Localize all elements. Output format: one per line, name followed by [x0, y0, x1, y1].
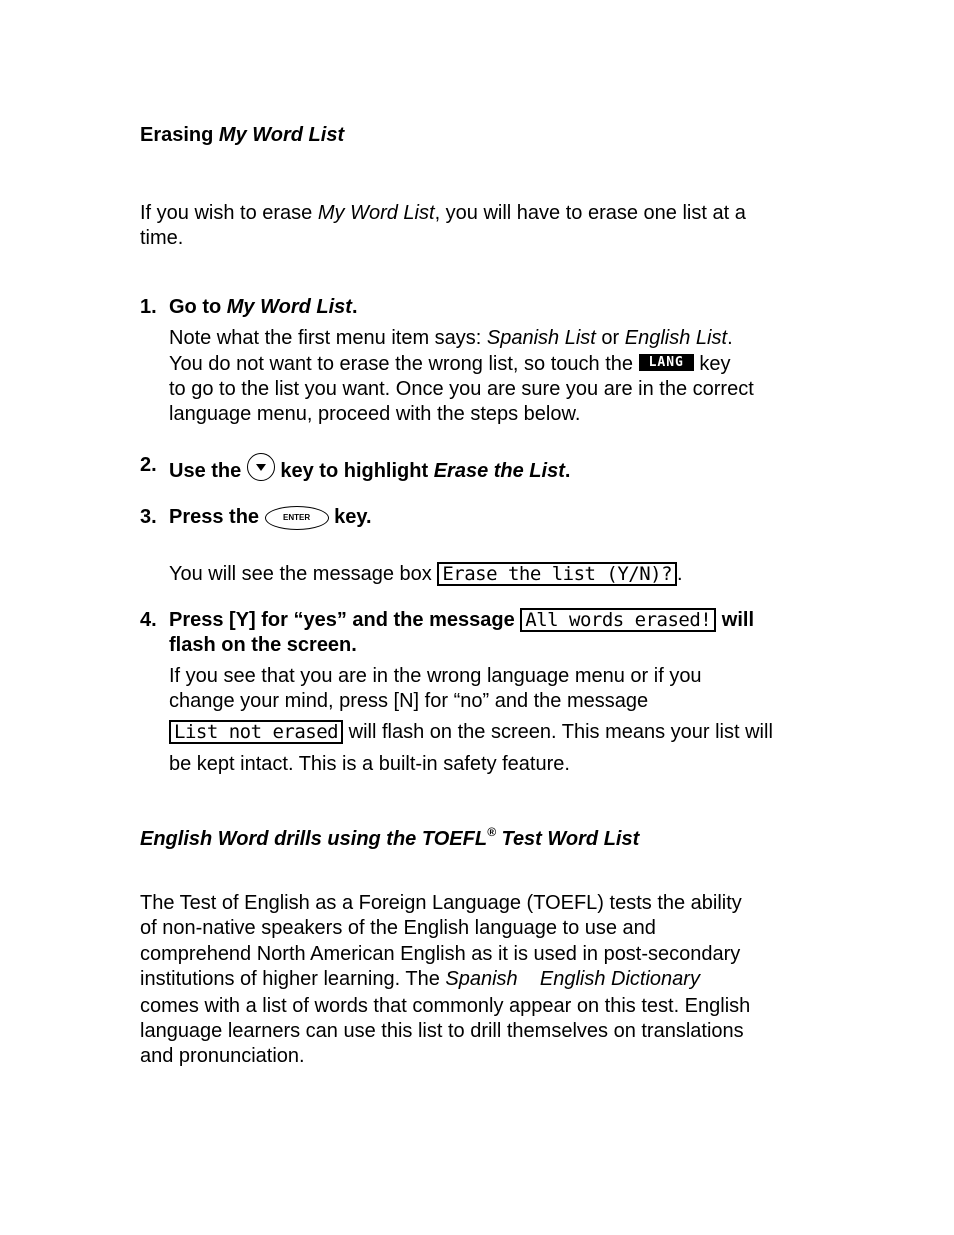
enter-key-icon: ENTER: [265, 506, 329, 530]
lcd-message-erase-list: Erase the list (Y/N)?: [437, 562, 677, 586]
lcd-message-list-not-erased: List not erased: [169, 720, 343, 744]
step-1-line-3: to go to the list you want. Once you are sure you are in the correct: [169, 378, 754, 400]
lcd-message-all-words-erased: All words erased!: [520, 608, 716, 632]
heading-italic-text: My Word List: [218, 124, 345, 146]
step-1-line-1: [169, 326, 733, 350]
italic-text: My Word List: [226, 296, 352, 318]
text: Use the: [169, 460, 247, 482]
toefl-para-line-7: and pronunciation.: [140, 1045, 305, 1067]
toefl-para-line-2: of non-native speakers of the English language to use and: [140, 917, 656, 939]
step-4-para-line-4: be kept intact. This is a built-in safety feature.: [169, 753, 570, 775]
italic-text: Spanish English Dictionary: [445, 968, 700, 990]
step-4-para-line-1: If you see that you are in the wrong language menu or if you: [169, 665, 702, 687]
text: .: [564, 460, 571, 482]
text: You will see the message box: [169, 563, 438, 585]
text: If you wish to erase: [140, 202, 318, 224]
down-arrow-key-icon: [247, 453, 275, 481]
text: key.: [328, 506, 372, 528]
step-number-1: 1.: [140, 296, 157, 318]
step-1-heading: [169, 295, 358, 319]
step-4-line-2: flash on the screen.: [169, 634, 357, 656]
italic-text: Spanish List: [486, 327, 596, 349]
intro-line-2: time.: [140, 227, 184, 249]
text: Note what the first menu item says:: [169, 327, 487, 349]
step-4-para-line-3: [169, 720, 773, 744]
text: or: [595, 327, 625, 349]
text: Press [Y] for “yes” and the message: [169, 609, 521, 631]
text: Press the: [169, 506, 265, 528]
registered-mark: ®: [487, 825, 496, 839]
text: will flash on the screen. This means your list will: [343, 721, 773, 743]
step-4-line-1: [169, 608, 754, 632]
italic-text: My Word List: [317, 202, 435, 224]
toefl-para-line-6: language learners can use this list to drill themselves on translations: [140, 1020, 744, 1042]
step-number-2: 2.: [140, 454, 157, 476]
text: institutions of higher learning. The: [140, 968, 446, 990]
italic-text: English List: [624, 327, 728, 349]
toefl-para-line-1: The Test of English as a Foreign Language (TOEFL) tests the ability: [140, 892, 742, 914]
section-heading-toefl: [140, 827, 639, 851]
text: You do not want to erase the wrong list, so touch the: [169, 353, 639, 375]
text: will: [716, 609, 755, 631]
text: key: [693, 353, 731, 375]
step-2-line: [169, 453, 570, 483]
toefl-para-line-5: comes with a list of words that commonly appear on this test. English: [140, 995, 751, 1017]
section-heading-erasing: [140, 123, 344, 147]
toefl-para-line-3: comprehend North American English as it is used in post-secondary: [140, 943, 741, 965]
text: , you will have to erase one list at a: [434, 202, 746, 224]
text: .: [351, 296, 358, 318]
text: Go to: [169, 296, 227, 318]
step-1-line-2: [169, 352, 731, 376]
italic-text: Erase the List: [433, 460, 565, 482]
text: Test Word List: [495, 828, 640, 850]
step-number-3: 3.: [140, 506, 157, 528]
text: English Word drills using the TOEFL: [140, 828, 488, 850]
lang-key-icon: LANG: [639, 354, 694, 371]
step-number-4: 4.: [140, 609, 157, 631]
toefl-para-line-4: [140, 967, 700, 991]
step-3-line: [169, 505, 372, 530]
text: key to highlight: [274, 460, 434, 482]
step-1-line-4: language menu, proceed with the steps below.: [169, 403, 581, 425]
heading-text: Erasing: [140, 124, 219, 146]
text: .: [677, 563, 683, 585]
intro-line-1: [140, 201, 746, 225]
step-3-message-line: [169, 562, 683, 586]
text: .: [727, 327, 733, 349]
step-4-para-line-2: change your mind, press [N] for “no” and the message: [169, 690, 649, 712]
